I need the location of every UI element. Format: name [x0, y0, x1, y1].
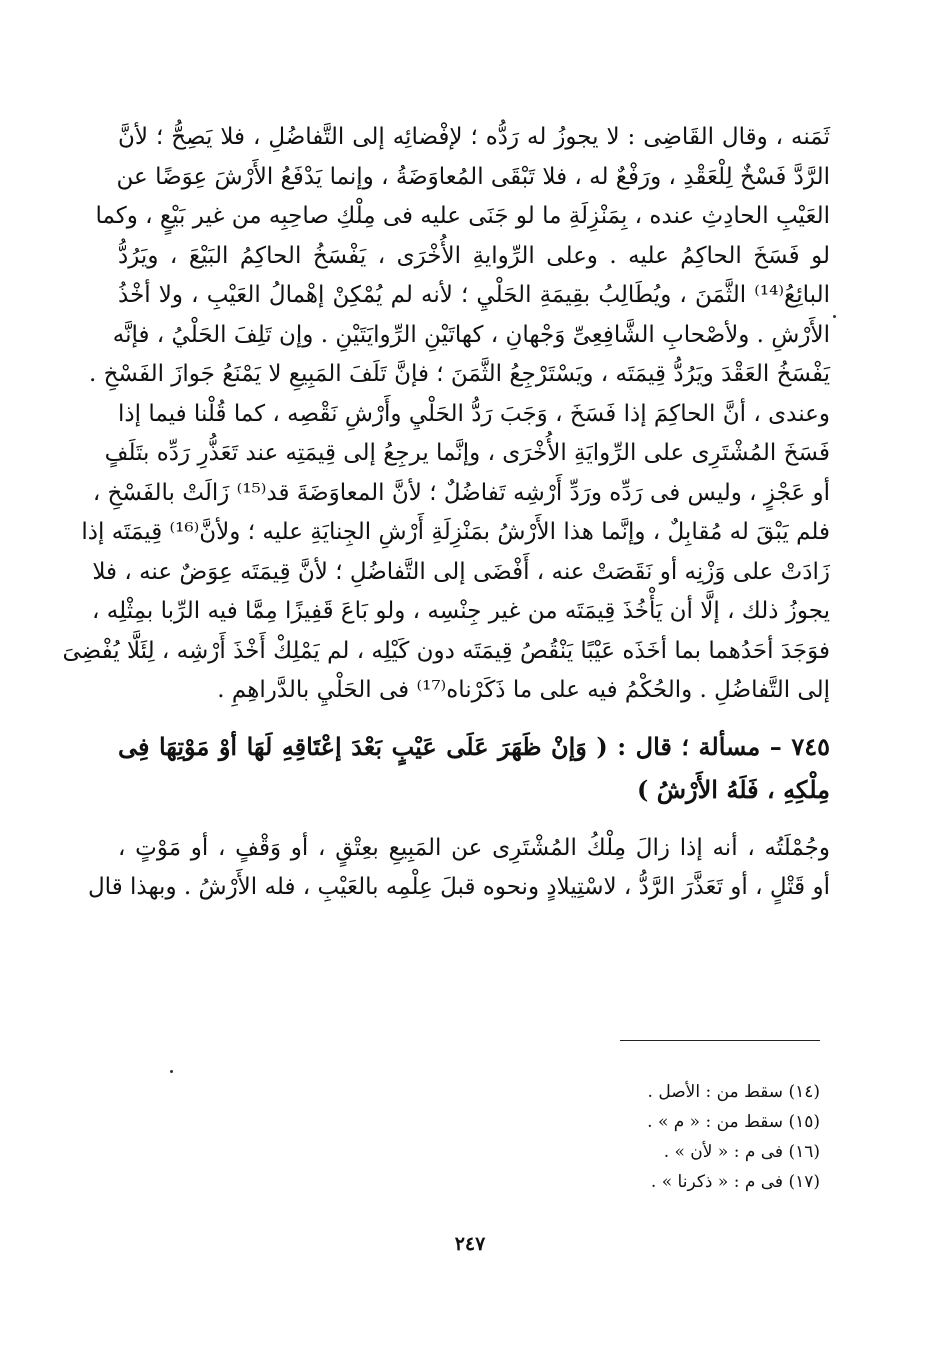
- footnote: (١٤) سقط من : الأصل .: [647, 1082, 820, 1102]
- text-line: إلى التَّفاضُلِ . والحُكْمُ فيه على ما ذَكَرْناه⁽¹⁷⁾ فى الحَلْيِ بالدَّراهِمِ .: [217, 677, 830, 703]
- text-line: الأَرْشِ . ولأصْحابِ الشَّافِعِىِّ وَجْهانِ ، كهاتَيْنِ الرِّوايَتَيْنِ . وإن تَلِفَ الحَلْيُ ، فإنَّه: [112, 321, 830, 348]
- text-line: وعندى ، أنَّ الحاكِمَ إذا فَسَخَ ، وَجَبَ رَدُّ الحَلْيِ وأَرْشِ نَقْصِه ، كما قُلْنا فيما إذا: [118, 400, 830, 427]
- footnote: (١٥) سقط من : « م » .: [647, 1112, 820, 1132]
- text-line: ثَمَنه ، وقال القَاضِى : لا يجوزُ له رَدُّه ؛ لإفْضائِه إلى التَّفاضُلِ ، فلا يَصِحُّ ؛ لأنَّ: [118, 124, 830, 150]
- text-line: فلم يَبْقَ له مُقابِلٌ ، وإنَّما هذا الأَرْشُ بمَنْزِلَةِ أَرْشِ الجِنايَةِ عليه ؛ ولأنَّ⁽¹⁶⁾ قِيمَتَه إذا: [81, 519, 830, 545]
- main-text: [62, 118, 830, 908]
- text-line: الرَّدَّ فَسْخٌ لِلْعَقْدِ ، ورَفْعٌ له ، فلا تَبْقَى المُعاوَضَةُ ، وإنما يَدْفَعُ الأَرْشَ عِوَضًا عن: [116, 163, 830, 190]
- text-line: أو عَجْزٍ ، وليس فى رَدِّه ورَدِّ أَرْشِه تَفاضُلٌ ؛ لأنَّ المعاوَضَةَ قد⁽¹⁵⁾ زَالَتْ بالفَسْخِ ،: [92, 479, 830, 506]
- text-line: يجوزُ ذلك ، إلَّا أن يَأْخُذَ قِيمَتَه من غير جِنْسِه ، ولو بَاعَ قَفِيزًا مِمَّا فيه الرِّبا بمِثْلِه ،: [92, 598, 830, 624]
- scan-speck: [833, 315, 836, 318]
- text-line: فوَجَدَ أحَدُهما بما أخَذَه عَيْبًا يَنْقُصُ قِيمَتَه دون كَيْلِه ، لم يَمْلِكْ أَخْذَ أَرْشِه ، لِئَلَّا يُفْضِىَ: [62, 637, 830, 664]
- section-heading: [118, 725, 830, 811]
- text-line: زَادَتْ على وَزْنِه أو نَقَصَتْ عنه ، أَفْضَى إلى التَّفاضُلِ ؛ لأنَّ قِيمَتَه عِوَضٌ عنه ، فلا: [92, 558, 830, 585]
- text-line: أو قَتْلٍ ، أو تَعَذَّرَ الرَّدُّ ، لاسْتِيلادٍ ونحوه قبلَ عِلْمِه بالعَيْبِ ، فله الأَرْشُ . وبهذا قال: [87, 874, 830, 900]
- text-line: العَيْبِ الحادِثِ عنده ، بِمَنْزِلَةِ ما لو جَنَى عليه فى مِلْكِ صاحِبِه من غير بَيْعٍ ، وكما: [95, 203, 830, 229]
- section-line: مِلْكِهِ ، فَلَهُ الأَرْشُ ): [637, 774, 830, 804]
- paragraph: [87, 829, 830, 908]
- text-line: وجُمْلَتُه ، أنه إذا زالَ مِلْكُ المُشْتَرِى عن المَبِيعِ بعِتْقٍ ، أو وَقْفٍ ، أو مَوْتٍ ،: [118, 834, 830, 861]
- footnote: (١٦) فى م : « لأن » .: [663, 1142, 820, 1162]
- footnotes: [500, 1077, 820, 1197]
- page-number: ٢٤٧: [454, 1233, 486, 1255]
- section-line: ٧٤٥ – مسألة ؛ قال : ( وَإنْ ظَهَرَ عَلَى عَيْبٍ بَعْدَ إعْتَاقِهِ لَهَا أوْ مَوْتِهَا فِى: [118, 731, 830, 761]
- text-line: يَفْسَخُ العَقْدَ ويَرُدُّ قِيمَتَه ، ويَسْتَرْجِعُ الثَّمَنَ ؛ فإنَّ تَلَفَ المَبِيعِ لا يَمْنَعُ جَوازَ الفَسْخِ .: [88, 361, 830, 387]
- scan-speck: [170, 1070, 173, 1073]
- footnote: (١٧) فى م : « ذكرنا » .: [650, 1172, 820, 1192]
- text-line: لو فَسَخَ الحاكِمُ عليه . وعلى الرِّوايةِ الأُخْرَى ، يَفْسَخُ الحاكِمُ البَيْعَ ، ويَرُدُّ: [118, 242, 830, 269]
- footnote-divider: [620, 1040, 820, 1041]
- text-line: فَسَخَ المُشْتَرِى على الرِّوايَةِ الأُخْرَى ، وإنَّما يرجِعُ إلى قِيمَتِه عند تَعَذُّرِ رَدِّه بتَلَفٍ: [104, 440, 830, 466]
- text-line: البائِعُ⁽¹⁴⁾ الثَّمَنَ ، ويُطَالِبُ بقِيمَةِ الحَلْيِ ؛ لأنه لم يُمْكِنْ إهْمالُ العَيْبِ ، ولا أخْذُ: [118, 282, 830, 308]
